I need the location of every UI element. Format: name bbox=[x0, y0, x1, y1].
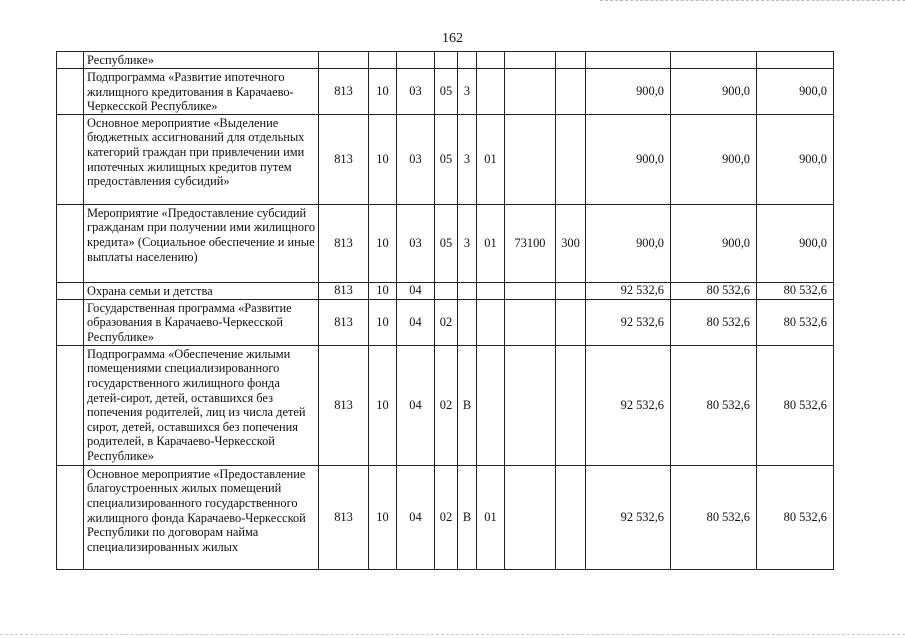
code-cell: 10 bbox=[369, 282, 397, 299]
code-cell bbox=[556, 282, 586, 299]
row-number-cell bbox=[57, 345, 84, 465]
code-cell bbox=[458, 282, 477, 299]
code-cell bbox=[505, 114, 556, 204]
sum-cell: 900,0 bbox=[586, 204, 671, 282]
code-cell: 05 bbox=[435, 114, 458, 204]
code-cell bbox=[397, 52, 435, 69]
row-name-cell: Основное мероприятие «Предоставление благоустроенных жилых помещений специализированного государственного жилищного фонда Карачаево-Черкесской Республики по договорам найма специализированных жилых bbox=[84, 465, 319, 569]
scan-edge-top bbox=[600, 0, 905, 4]
sum-cell: 900,0 bbox=[671, 69, 757, 115]
code-cell: 73100 bbox=[505, 204, 556, 282]
code-cell: 01 bbox=[477, 204, 505, 282]
code-cell: 04 bbox=[397, 345, 435, 465]
code-cell: 813 bbox=[319, 69, 369, 115]
code-cell: 04 bbox=[397, 299, 435, 345]
row-number-cell bbox=[57, 69, 84, 115]
code-cell bbox=[458, 299, 477, 345]
sum-cell: 80 532,6 bbox=[671, 465, 757, 569]
row-name-cell: Подпрограмма «Развитие ипотечного жилищного кредитования в Карачаево-Черкесской Республике» bbox=[84, 69, 319, 115]
code-cell: 3 bbox=[458, 69, 477, 115]
sum-cell: 900,0 bbox=[586, 114, 671, 204]
code-cell bbox=[477, 282, 505, 299]
code-cell: 04 bbox=[397, 465, 435, 569]
sum-cell: 80 532,6 bbox=[757, 299, 834, 345]
code-cell bbox=[556, 465, 586, 569]
code-cell: 03 bbox=[397, 69, 435, 115]
code-cell: 813 bbox=[319, 345, 369, 465]
sum-cell: 900,0 bbox=[757, 204, 834, 282]
code-cell: 3 bbox=[458, 114, 477, 204]
code-cell: 3 bbox=[458, 204, 477, 282]
row-name-cell: Республике» bbox=[84, 52, 319, 69]
sum-cell bbox=[671, 52, 757, 69]
code-cell bbox=[505, 299, 556, 345]
row-number-cell bbox=[57, 114, 84, 204]
code-cell bbox=[556, 69, 586, 115]
code-cell bbox=[556, 345, 586, 465]
sum-cell: 900,0 bbox=[671, 204, 757, 282]
code-cell: 05 bbox=[435, 204, 458, 282]
code-cell: 03 bbox=[397, 114, 435, 204]
row-name-cell: Подпрограмма «Обеспечение жилыми помещениями специализированного государственного жилищного фонда детей-сирот, детей, оставшихся без попечения родителей, лиц из числа детей сирот, детей, оставшихся без попечения родителей, в Карачаево-Черкесской Республике» bbox=[84, 345, 319, 465]
code-cell: 04 bbox=[397, 282, 435, 299]
sum-cell: 80 532,6 bbox=[757, 345, 834, 465]
code-cell: 02 bbox=[435, 345, 458, 465]
sum-cell: 900,0 bbox=[757, 114, 834, 204]
sum-cell: 900,0 bbox=[671, 114, 757, 204]
code-cell: В bbox=[458, 465, 477, 569]
code-cell bbox=[477, 69, 505, 115]
code-cell bbox=[477, 52, 505, 69]
table-body bbox=[57, 52, 834, 570]
code-cell: 813 bbox=[319, 114, 369, 204]
code-cell bbox=[477, 345, 505, 465]
budget-table bbox=[56, 51, 834, 570]
page-number: 162 bbox=[442, 31, 463, 46]
code-cell bbox=[369, 52, 397, 69]
row-number-cell bbox=[57, 282, 84, 299]
code-cell: 10 bbox=[369, 114, 397, 204]
table-row bbox=[57, 465, 834, 569]
code-cell: 10 bbox=[369, 345, 397, 465]
sum-cell: 80 532,6 bbox=[671, 282, 757, 299]
code-cell: 10 bbox=[369, 204, 397, 282]
sum-cell: 900,0 bbox=[757, 69, 834, 115]
code-cell bbox=[556, 114, 586, 204]
scan-edge-bottom bbox=[0, 634, 905, 635]
sum-cell: 92 532,6 bbox=[586, 345, 671, 465]
table-row bbox=[57, 204, 834, 282]
row-number-cell bbox=[57, 52, 84, 69]
code-cell: 10 bbox=[369, 69, 397, 115]
sum-cell: 92 532,6 bbox=[586, 282, 671, 299]
table-row bbox=[57, 345, 834, 465]
code-cell: 813 bbox=[319, 465, 369, 569]
code-cell: 01 bbox=[477, 465, 505, 569]
code-cell bbox=[319, 52, 369, 69]
sum-cell: 80 532,6 bbox=[671, 299, 757, 345]
row-name-cell: Охрана семьи и детства bbox=[84, 282, 319, 299]
code-cell bbox=[505, 465, 556, 569]
code-cell bbox=[458, 52, 477, 69]
code-cell: 813 bbox=[319, 299, 369, 345]
sum-cell: 92 532,6 bbox=[586, 299, 671, 345]
table-row bbox=[57, 114, 834, 204]
code-cell: 10 bbox=[369, 299, 397, 345]
row-name-cell: Основное мероприятие «Выделение бюджетных ассигнований для отдельных категорий граждан при привлечении ими ипотечных жилищных кредитов путем предоставления субсидий» bbox=[84, 114, 319, 204]
sum-cell: 80 532,6 bbox=[757, 465, 834, 569]
code-cell: 300 bbox=[556, 204, 586, 282]
sum-cell: 900,0 bbox=[586, 69, 671, 115]
row-number-cell bbox=[57, 465, 84, 569]
code-cell bbox=[556, 299, 586, 345]
table-row bbox=[57, 69, 834, 115]
table-row bbox=[57, 299, 834, 345]
code-cell: 02 bbox=[435, 465, 458, 569]
code-cell bbox=[477, 299, 505, 345]
row-name-cell: Мероприятие «Предоставление субсидий гражданам при получении ими жилищного кредита» (Социальное обеспечение и иные выплаты населению) bbox=[84, 204, 319, 282]
code-cell bbox=[505, 282, 556, 299]
row-number-cell bbox=[57, 204, 84, 282]
code-cell bbox=[435, 52, 458, 69]
code-cell bbox=[556, 52, 586, 69]
sum-cell: 92 532,6 bbox=[586, 465, 671, 569]
code-cell: 05 bbox=[435, 69, 458, 115]
row-number-cell bbox=[57, 299, 84, 345]
sum-cell bbox=[757, 52, 834, 69]
code-cell bbox=[505, 69, 556, 115]
code-cell: 813 bbox=[319, 204, 369, 282]
table-row bbox=[57, 282, 834, 299]
code-cell: 02 bbox=[435, 299, 458, 345]
code-cell: 01 bbox=[477, 114, 505, 204]
code-cell: 10 bbox=[369, 465, 397, 569]
sum-cell bbox=[586, 52, 671, 69]
sum-cell: 80 532,6 bbox=[757, 282, 834, 299]
code-cell: В bbox=[458, 345, 477, 465]
row-name-cell: Государственная программа «Развитие образования в Карачаево-Черкесской Республике» bbox=[84, 299, 319, 345]
code-cell bbox=[435, 282, 458, 299]
code-cell bbox=[505, 52, 556, 69]
code-cell bbox=[505, 345, 556, 465]
code-cell: 03 bbox=[397, 204, 435, 282]
table-row bbox=[57, 52, 834, 69]
code-cell: 813 bbox=[319, 282, 369, 299]
sum-cell: 80 532,6 bbox=[671, 345, 757, 465]
